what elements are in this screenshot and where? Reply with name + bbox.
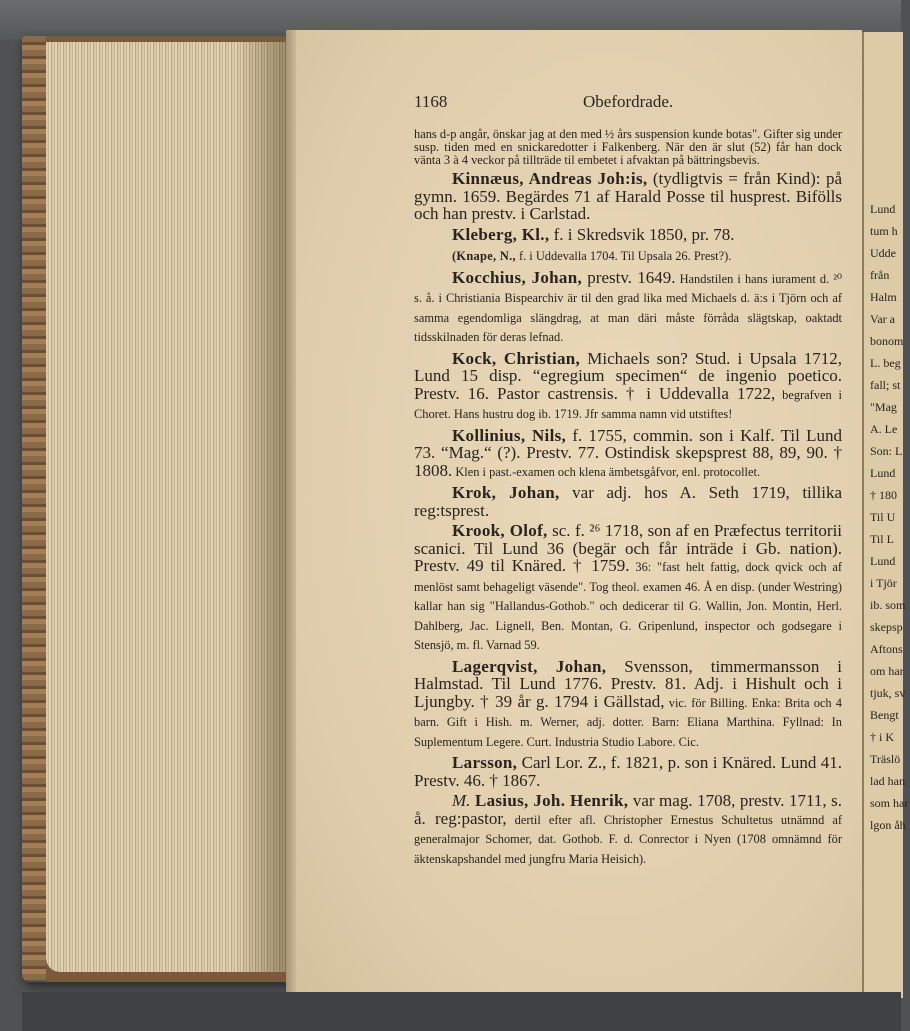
fragment: i Tjör: [870, 576, 897, 590]
fragment: fall; st: [870, 378, 901, 392]
entry-continuation: [414, 128, 842, 167]
entry-text: f. i Skredsvik 1850, pr. 78.: [549, 224, 735, 244]
fragment: Lund: [870, 466, 896, 480]
entry-name: Larsson,: [452, 753, 518, 772]
fragment: från: [870, 268, 890, 282]
page-number: 1168: [414, 92, 448, 111]
fragment: † i K: [870, 730, 894, 744]
fragment: skepsp: [870, 620, 903, 634]
entry-krok: [414, 484, 842, 519]
entry-note: vic. för Billing. Enka: Brita och 4 barn. Gift i Hish. m. Werner, adj. dotter. Barn: Eliana Marthina. Fyllnad: In Suplementum Legere. Curt. Industria Studio Labore. Cic.: [414, 695, 842, 749]
entry-name: Kleberg, Kl.,: [452, 224, 550, 244]
fragment: Aftons: [870, 642, 903, 656]
entry-text: hans d-p angår, önskar jag at den med ½ års suspension kunde botas". Gifter sig under susp. tiden med en snickaredotter i Falkenberg. När den är slut (52) får han dock vänta 3 à 4 veckor på tillträde til embetet i afvaktan på bättringsbevis.: [414, 127, 842, 167]
fragment: bonom: [870, 334, 904, 348]
entry-name: Kinnæus, Andreas Joh:is,: [452, 169, 648, 188]
fragment: Träslö: [870, 752, 901, 766]
entry-text: Michaels son? Stud. i Upsala 1712, Lund 15 disp. “egregium specimen“ de ingenio poetico. Prestv. 16. Pastor castrensis. † i Uddevalla 1722,: [414, 348, 842, 403]
entry-text: sc. f. ²⁶ 1718, son af en Præfectus territorii scanici. Til Lund 36 (begär och får inträde i Gb. nation). Prestv. 49 til Knäred. † 1759.: [414, 521, 843, 575]
entry-note: dertil efter afl. Christopher Ernestus Schultetus utnämnd af generalmajor Schomer, dat. Gothob. F. d. Conrector i Nyen (1708 omnämnd för äktenskapshandel med jungfru Maria Heisich).: [414, 812, 842, 866]
bottom-shadow: [22, 992, 901, 1031]
entry-text: var mag. 1708, prestv. 1711, s. å. reg:pastor,: [414, 791, 843, 828]
fragment: Til U: [870, 510, 896, 524]
entry-name: Krok, Johan,: [452, 483, 560, 502]
entry-note: 36: "fast helt fattig, dock qvick och af menlöst samt behageligt väsende". Tog theol. examen 46. Å en disp. (under Westring) kallar han sig "Hallandus-Gothob." och dedicerar til G. Wallin, Jon. Montin, Herl. Dahlberg, Jac. Lignell, Ben. Montan, G. Gripenlund, inspector och godsegare i Stensjö, m. fl. Varnad 59.: [414, 560, 842, 652]
fragment: † 180: [870, 488, 897, 502]
entry-text: prestv. 1649.: [582, 267, 676, 287]
fragment: Halm: [870, 290, 897, 304]
entry-text: Svensson, timmermansson i Halmstad. Til Lund 1776. Prestv. 81. Adj. i Hishult och i Ljungby. † 39 år g. 1794 i Gällstad,: [414, 656, 842, 711]
fragment: A. Le: [870, 422, 898, 436]
fragment: som har: [870, 796, 909, 810]
entry-kocchius: [414, 269, 842, 347]
fragment: Son: L: [870, 444, 903, 458]
entry-text: var adj. hos A. Seth 1719, tillika reg:tsprest.: [414, 483, 842, 520]
fragment: Lund: [870, 202, 896, 216]
fragment: Var a: [870, 312, 895, 326]
running-title: Obefordrade.: [583, 92, 674, 111]
fragment: lad han: [870, 774, 905, 788]
entry-krook: [414, 522, 842, 655]
page-text: [414, 128, 842, 871]
entry-note: Handstilen i hans iurament d. ²⁰ s. å. i Christiania Bispearchiv är til den grad lika med Michaels d. ä:s i Tjörn och af samma egendomliga slängdrag, at man däri måste förråda slägtskap, oaktadt tidsskilnaden för deras lefnad.: [414, 271, 842, 344]
entry-kock: [414, 350, 842, 424]
fragment: Bengt: [870, 708, 899, 722]
entry-name: Kollinius, Nils,: [452, 425, 567, 445]
entry-larsson: [414, 754, 842, 789]
fragment: tum h: [870, 224, 898, 238]
fragment: L. beg: [870, 356, 901, 370]
entry-name: Krook, Olof,: [452, 521, 548, 540]
page-edge-shadow: [236, 42, 292, 972]
entry-name: Kock, Christian,: [452, 348, 581, 368]
fragment: ib. som: [870, 598, 906, 612]
facing-page-text: [870, 200, 910, 838]
entry-name: (Knape, N.,: [452, 249, 516, 263]
fragment: Lund: [870, 554, 896, 568]
entry-kinnaeus: [414, 170, 842, 223]
entry-kleberg: [414, 226, 842, 244]
entry-note: Klen i past.-examen och klena ämbetsgåfvor, enl. protocollet.: [452, 464, 761, 479]
entry-text: Carl Lor. Z., f. 1821, p. son i Knäred. Lund 41. Prestv. 46. † 1867.: [414, 753, 842, 790]
entry-knape: [414, 246, 842, 266]
fragment: Udde: [870, 246, 896, 260]
fragment: om har: [870, 664, 904, 678]
fragment: tjuk, sv: [870, 686, 906, 700]
fragment: "Mag: [870, 400, 897, 414]
entry-name: Kocchius, Johan,: [452, 267, 583, 287]
entry-lagerqvist: [414, 658, 842, 752]
entry-prefix: M.: [452, 791, 471, 810]
entry-name: Lasius, Joh. Henrik,: [474, 791, 629, 810]
entry-lasius: [414, 792, 842, 868]
entry-text: (tydligtvis = från Kind): på gymn. 1659. Begärdes 71 af Harald Posse til husprest. Bifölls och han prestv. i Carlstad.: [414, 169, 842, 223]
entry-text: f. i Uddevalla 1704. Til Upsala 26. Prest?).: [515, 249, 732, 263]
fragment: Til L: [870, 532, 894, 546]
entry-text: f. 1755, commin. son i Kalf. Til Lund 73. “Mag.“ (?). Prestv. 77. Ostindisk skepsprest 88, 89, 90. † 1808.: [414, 425, 843, 480]
entry-kollinius: [414, 427, 842, 482]
entry-note: begrafven i Choret. Hans hustru dog ib. 1719. Jfr samma namn vid utstiftes!: [414, 387, 843, 421]
cover-marbled-edge: [22, 36, 46, 982]
entry-name: Lagerqvist, Johan,: [452, 656, 607, 676]
fragment: lgon åh: [870, 818, 906, 832]
